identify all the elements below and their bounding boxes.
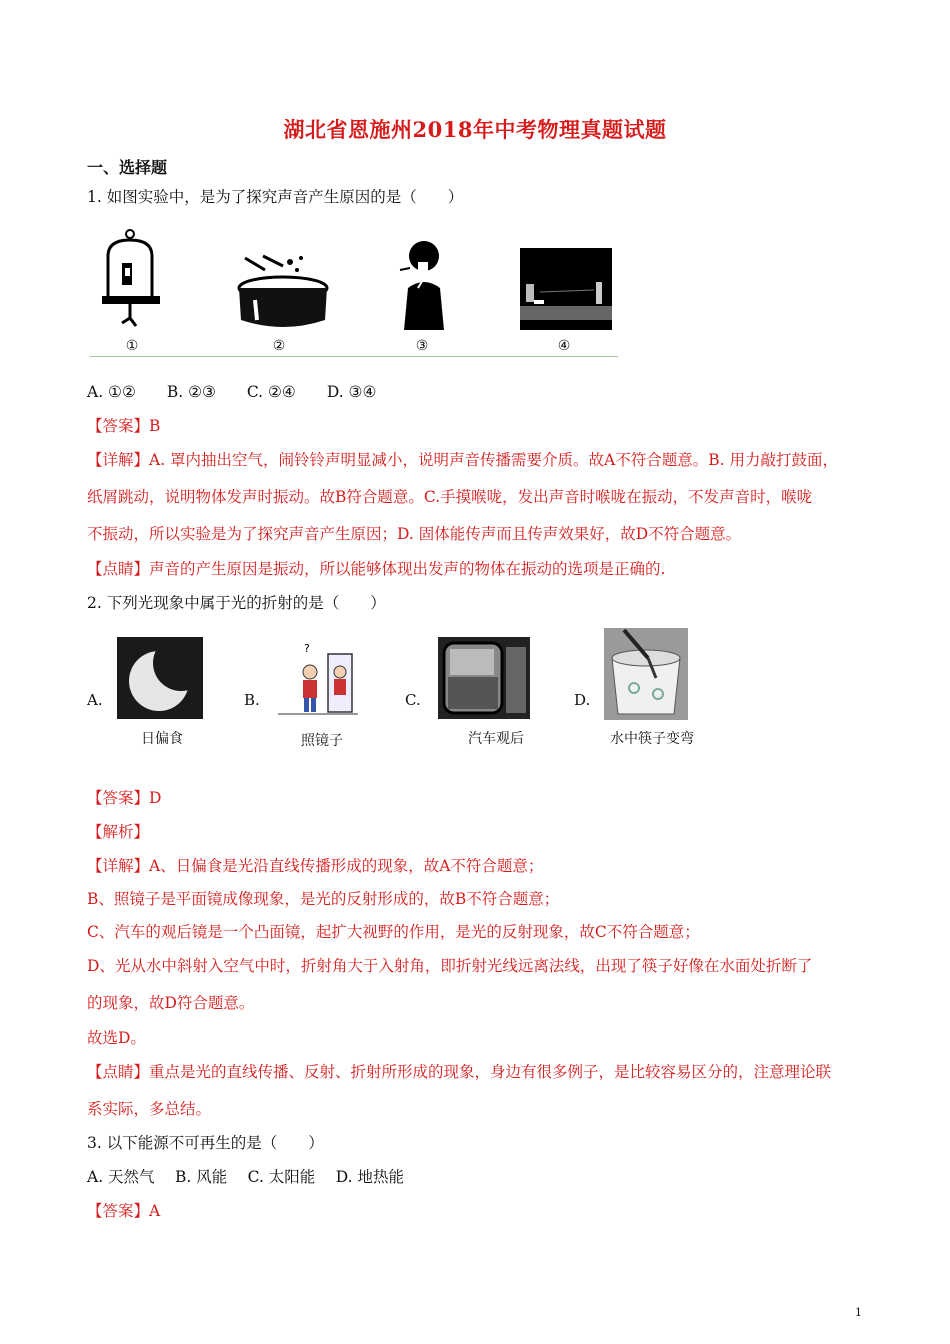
q2-detail-line-6: 故选D。	[87, 1029, 146, 1047]
page-number: 1	[855, 1306, 862, 1319]
q2-option-d-label: D.	[574, 691, 591, 709]
page-title: 湖北省恩施州2018年中考物理真题试题	[283, 117, 667, 142]
q2-answer: 【答案】D	[87, 789, 162, 807]
q1-detail-line-2: 纸屑跳动，说明物体发声时振动。故B符合题意。C.手摸喉咙，发出声音时喉咙在振动，不发声音时，喉咙	[87, 488, 813, 506]
q2-analysis-label: 【解析】	[87, 823, 150, 841]
q3-options: A. 天然气 B. 风能 C. 太阳能 D. 地热能	[87, 1168, 404, 1186]
fig-label-4: ④	[557, 338, 571, 354]
q1-comment: 【点睛】声音的产生原因是振动，所以能够体现出发声的物体在振动的选项是正确的.	[87, 560, 666, 578]
caption-eclipse: 日偏食	[141, 731, 183, 747]
q2-comment-line-2: 系实际，多总结。	[87, 1100, 212, 1118]
q2-detail-line-3: C、汽车的观后镜是一个凸面镜，起扩大视野的作用，是光的反射现象，故C不符合题意；	[87, 923, 700, 941]
fig-label-1: ①	[125, 338, 139, 354]
q3-answer: 【答案】A	[87, 1202, 161, 1220]
q1-detail-line-3: 不振动，所以实验是为了探究声音产生原因；D. 固体能传声而且传声效果好，故D不符合题意。	[87, 525, 742, 543]
caption-rearview: 汽车观后	[468, 731, 524, 747]
mirror-image	[270, 640, 360, 722]
q2-detail-line-1: 【详解】A、日偏食是光沿直线传播形成的现象，故A不符合题意；	[87, 857, 544, 875]
q2-detail-line-2: B、照镜子是平面镜成像现象，是光的反射形成的，故B不符合题意；	[87, 890, 560, 908]
q2-detail-line-4: D、光从水中斜射入空气中时，折射角大于入射角，即折射光线远离法线，出现了筷子好像在水面处折断了	[87, 957, 813, 975]
figure-divider	[90, 356, 618, 357]
svg-text:?: ?	[304, 642, 310, 655]
section-heading: 一、选择题	[87, 158, 168, 177]
bell-jar-figure	[100, 228, 165, 333]
eclipse-image	[117, 637, 203, 719]
caption-mirror: 照镜子	[301, 733, 343, 749]
string-phone-figure	[520, 248, 612, 330]
drum-figure	[235, 248, 330, 330]
q2-option-a-label: A.	[87, 691, 103, 709]
throat-figure	[396, 238, 446, 330]
q1-stem: 1. 如图实验中，是为了探究声音产生原因的是（ ）	[87, 188, 464, 206]
caption-chopstick: 水中筷子变弯	[610, 731, 694, 747]
chopstick-in-cup-image	[604, 628, 688, 720]
q1-options: A. ①② B. ②③ C. ②④ D. ③④	[87, 383, 377, 401]
q2-detail-line-5: 的现象，故D符合题意。	[87, 994, 255, 1012]
fig-label-2: ②	[272, 338, 286, 354]
q2-stem: 2. 下列光现象中属于光的折射的是（ ）	[87, 594, 386, 612]
q1-answer: 【答案】B	[87, 417, 161, 435]
q2-option-b-label: B.	[244, 691, 260, 709]
q2-option-c-label: C.	[405, 691, 421, 709]
fig-label-3: ③	[415, 338, 429, 354]
q3-stem: 3. 以下能源不可再生的是（ ）	[87, 1134, 324, 1152]
q1-detail-line-1: 【详解】A. 罩内抽出空气，闹铃铃声明显减小，说明声音传播需要介质。故A不符合题意。B. 用力敲打鼓面，	[87, 451, 838, 469]
q2-comment-line-1: 【点睛】重点是光的直线传播、反射、折射所形成的现象，身边有很多例子，是比较容易区分的，注意理论联	[87, 1063, 832, 1081]
rearview-mirror-image	[438, 637, 530, 719]
